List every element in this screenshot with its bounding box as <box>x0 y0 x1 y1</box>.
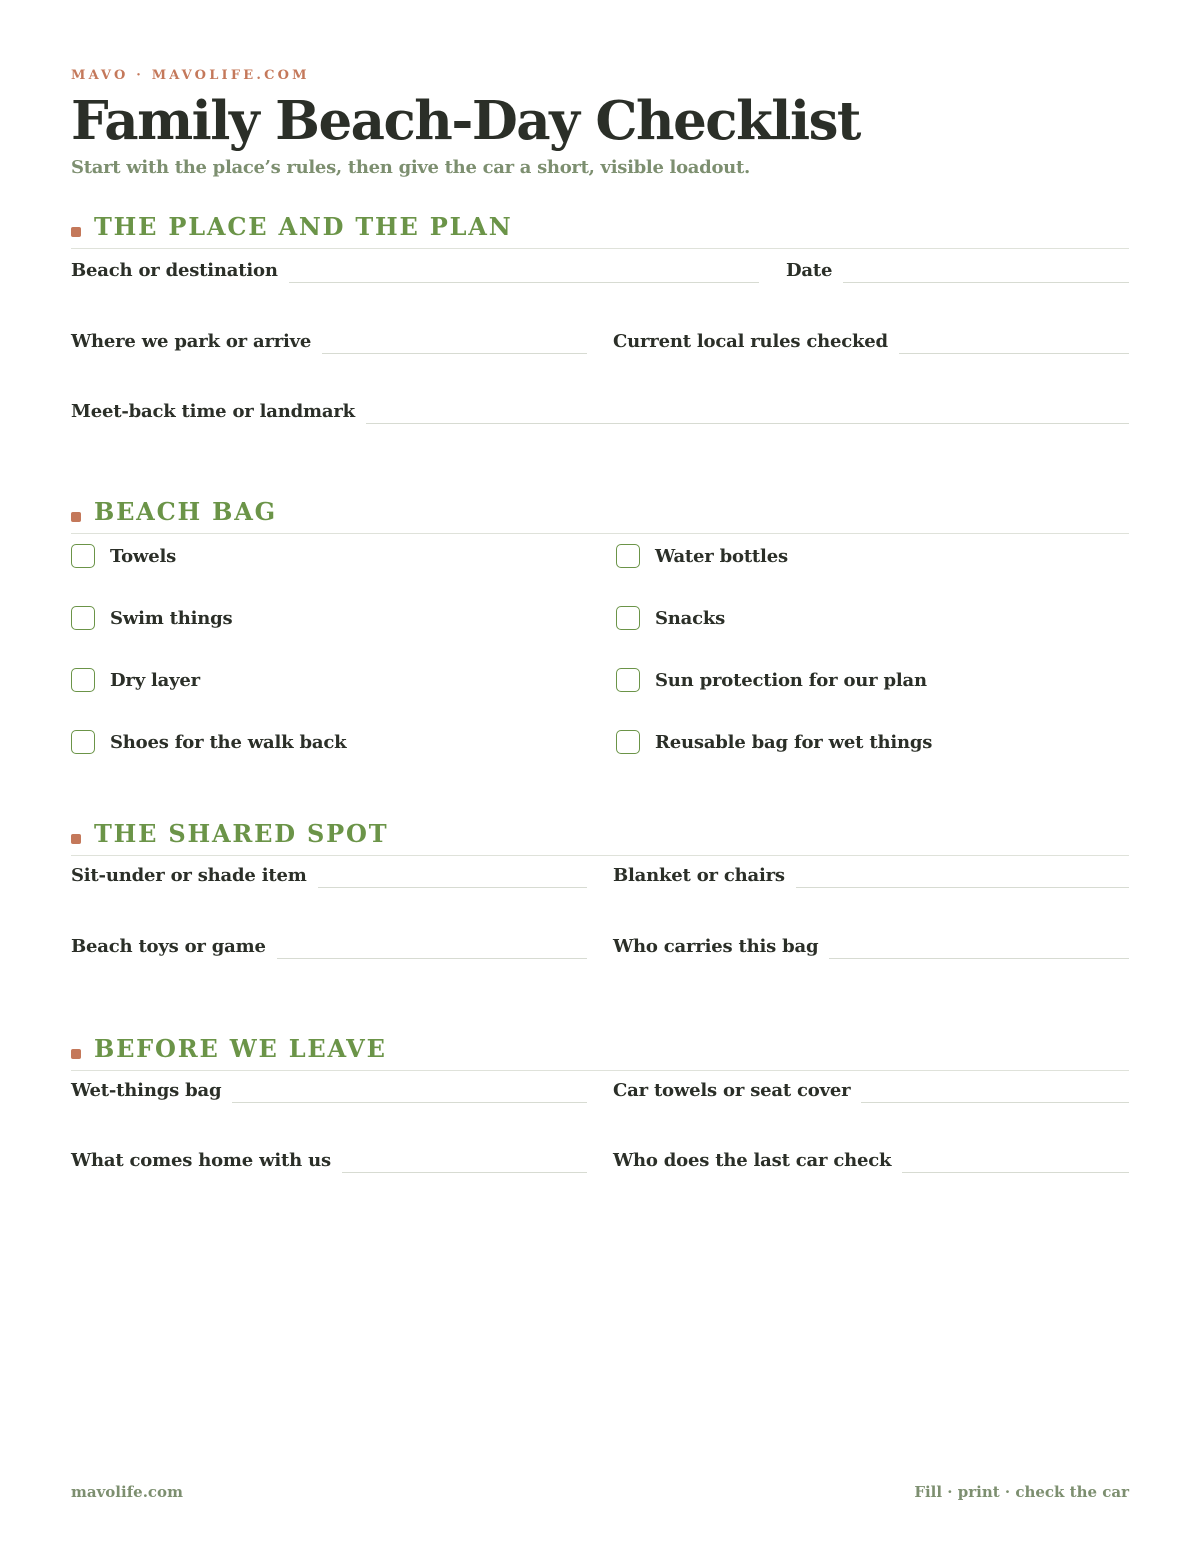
checklist-item-label: Snacks <box>655 607 726 629</box>
checkbox[interactable] <box>71 668 95 692</box>
field-label: Car towels or seat cover <box>613 1080 851 1101</box>
checklist-item-towels[interactable] <box>71 542 176 570</box>
fill-in-line[interactable] <box>289 282 759 283</box>
section-place-and-plan <box>71 212 1129 432</box>
checkbox[interactable] <box>71 544 95 568</box>
section-bullet-icon <box>71 1049 81 1059</box>
field-label: Who does the last car check <box>613 1150 892 1171</box>
field-last-car-check[interactable] <box>613 1146 1129 1172</box>
fill-in-line[interactable] <box>899 353 1129 354</box>
section-header <box>71 1034 1129 1071</box>
section-bullet-icon <box>71 512 81 522</box>
fill-in-line[interactable] <box>843 282 1129 283</box>
page-title: Family Beach-Day Checklist <box>71 90 860 152</box>
checklist-item-shoes[interactable] <box>71 728 346 756</box>
section-title: THE SHARED SPOT <box>94 819 389 848</box>
checklist-item-snacks[interactable] <box>616 604 725 632</box>
field-shade-item[interactable] <box>71 861 587 887</box>
section-bullet-icon <box>71 834 81 844</box>
fill-in-line[interactable] <box>796 887 1129 888</box>
page-subtitle: Start with the place’s rules, then give the car a short, visible loadout. <box>71 157 750 178</box>
brand-eyebrow: MAVO · MAVOLIFE.COM <box>71 68 310 83</box>
field-local-rules[interactable] <box>613 327 1129 353</box>
checkbox[interactable] <box>616 668 640 692</box>
section-title: BEACH BAG <box>94 497 277 526</box>
fill-in-line[interactable] <box>861 1102 1129 1103</box>
section-before-we-leave <box>71 1034 1129 1184</box>
field-label: Beach toys or game <box>71 936 266 957</box>
fill-in-line[interactable] <box>829 958 1129 959</box>
footer-site-link[interactable]: mavolife.com <box>71 1483 183 1501</box>
section-title: THE PLACE AND THE PLAN <box>94 212 513 241</box>
footer-tagline: Fill · print · check the car <box>914 1483 1129 1501</box>
field-label: Where we park or arrive <box>71 331 312 352</box>
checkbox[interactable] <box>616 606 640 630</box>
field-comes-home[interactable] <box>71 1146 587 1172</box>
field-label: Wet-things bag <box>71 1080 222 1101</box>
field-label: What comes home with us <box>71 1150 331 1171</box>
section-bullet-icon <box>71 227 81 237</box>
field-wet-things-bag[interactable] <box>71 1076 587 1102</box>
field-label: Current local rules checked <box>613 331 888 352</box>
field-beach-toys[interactable] <box>71 932 587 958</box>
checkbox[interactable] <box>616 544 640 568</box>
field-meet-back[interactable] <box>71 397 1129 423</box>
checklist-item-water-bottles[interactable] <box>616 542 788 570</box>
field-park-arrive[interactable] <box>71 327 587 353</box>
section-header <box>71 819 1129 856</box>
checklist-item-swim-things[interactable] <box>71 604 233 632</box>
field-label: Sit-under or shade item <box>71 865 307 886</box>
checkbox[interactable] <box>71 606 95 630</box>
fill-in-line[interactable] <box>902 1172 1129 1173</box>
field-label: Date <box>786 260 833 281</box>
fill-in-line[interactable] <box>277 958 587 959</box>
checklist-item-label: Towels <box>110 545 177 567</box>
field-label: Who carries this bag <box>613 936 819 957</box>
checklist-item-sun-protection[interactable] <box>616 666 927 694</box>
fill-in-line[interactable] <box>342 1172 587 1173</box>
fill-in-line[interactable] <box>322 353 587 354</box>
checklist-page <box>71 0 1129 1553</box>
field-beach-destination[interactable] <box>71 256 759 282</box>
checklist-item-label: Reusable bag for wet things <box>655 731 933 753</box>
field-bag-carrier[interactable] <box>613 932 1129 958</box>
section-header <box>71 497 1129 534</box>
checklist-item-label: Dry layer <box>110 669 200 691</box>
field-label: Beach or destination <box>71 260 278 281</box>
section-header <box>71 212 1129 249</box>
field-label: Meet-back time or landmark <box>71 401 355 422</box>
checklist-item-wet-bag[interactable] <box>616 728 932 756</box>
field-date[interactable] <box>786 256 1129 282</box>
field-label: Blanket or chairs <box>613 865 785 886</box>
section-beach-bag <box>71 497 1129 767</box>
fill-in-line[interactable] <box>232 1102 587 1103</box>
checklist-item-label: Water bottles <box>655 545 788 567</box>
checkbox[interactable] <box>71 730 95 754</box>
checklist-item-label: Swim things <box>110 607 233 629</box>
field-car-towels[interactable] <box>613 1076 1129 1102</box>
checkbox[interactable] <box>616 730 640 754</box>
checklist-item-label: Sun protection for our plan <box>655 669 927 691</box>
field-blanket-chairs[interactable] <box>613 861 1129 887</box>
section-title: BEFORE WE LEAVE <box>94 1034 387 1063</box>
fill-in-line[interactable] <box>318 887 587 888</box>
checklist-item-dry-layer[interactable] <box>71 666 200 694</box>
checklist-item-label: Shoes for the walk back <box>110 731 347 753</box>
fill-in-line[interactable] <box>366 423 1129 424</box>
section-shared-spot <box>71 819 1129 969</box>
